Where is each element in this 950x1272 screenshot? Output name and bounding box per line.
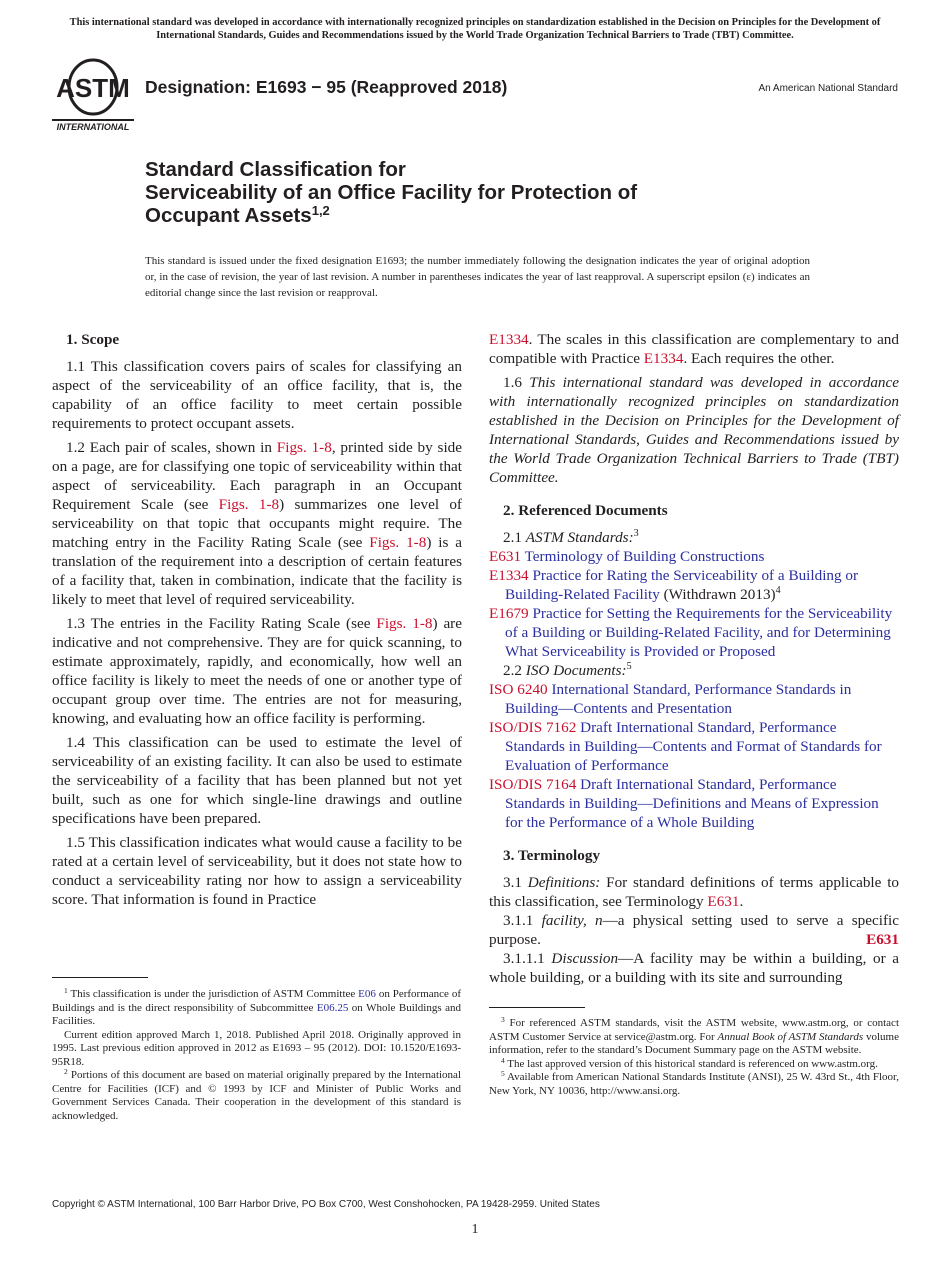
para-1-3: 1.3 The entries in the Facility Rating Scale (see Figs. 1-8) are indicative and not comprehensive. They are for quick scanning, to estimate approximately, rapidly, and economically, how well an office facility is likely to meet the needs of one or another type of occupant group over time. The entries are not for measuring, knowing, and evaluating how an office facility is performing.	[52, 615, 462, 727]
e06-link[interactable]: E06	[358, 988, 376, 1000]
figs-link[interactable]: Figs. 1-8	[218, 496, 280, 513]
designation: Designation: E1693 − 95 (Reapproved 2018)	[145, 77, 508, 97]
ref-e631[interactable]: E631 Terminology of Building Constructions	[489, 548, 765, 565]
footnotes-right	[489, 1017, 899, 1098]
para-3-1-1-1: 3.1.1.1 Discussion—A facility may be within a building, or a whole building, or a building with its site and surrounding	[489, 950, 900, 986]
figs-link[interactable]: Figs. 1-8	[276, 439, 332, 456]
e1334-link[interactable]: E1334	[643, 350, 684, 367]
para-1-2: 1.2 Each pair of scales, shown in Figs. 1-8, printed side by side on a page, are for classifying one topic of serviceability within that aspect of serviceability. Each paragraph in an Occupant Requirement Scale (see Figs. 1-8) summarizes one level of serviceability on that topic that occupants might require. The matching entry in the Facility Rating Scale (see Figs. 1-8) is a translation of the requirement into a description of certain features of a facility that, taken in combination, indicate that the facility is likely to meet that level of required serviceability.	[52, 439, 462, 608]
para-1-4: 1.4 This classification can be used to estimate the level of serviceability of an existing facility. It can also be used to estimate the serviceability of a facility that has been planned but not yet built, such as one for which single-line drawings and outline specifications have been prepared.	[52, 734, 462, 827]
ref-iso-dis-7164[interactable]: ISO/DIS 7164 Draft International Standard, Performance Standards in Building—Definitions and Means of Expression for the Performance of a Whole Building	[489, 776, 879, 831]
para-1-6: 1.6 This international standard was developed in accordance with internationally recognized principles on standardization established in the Decision on Principles for the Development of International Standards, Guides and Recommendations issued by the World Trade Organization Technical Barriers to Trade (TBT) Committee.	[489, 374, 900, 486]
top-notice: This international standard was developed in accordance with internationally recognized principles on standardization established in the Decision on Principles for the Development of International Standards, Guides and Recommendations issued by the World Trade Organization Technical Barriers to Trade (TBT) Committee.	[69, 17, 881, 41]
astm-logo-icon	[52, 57, 134, 133]
para-1-5-continued: E1334. The scales in this classification are complementary to and compatible with Practice E1334. Each requires the other.	[489, 331, 899, 367]
page-number: 1	[471, 1222, 479, 1237]
e06-25-link[interactable]: E06.25	[316, 1001, 349, 1014]
e631-link[interactable]: E631	[707, 893, 740, 910]
footnote-rule-left	[52, 977, 148, 978]
section-3-heading: 3. Terminology	[503, 847, 601, 864]
para-1-5: 1.5 This classification indicates what would cause a facility to be rated at a certain level of serviceability, but it does not state how to conduct a serviceability rating nor how to assign a serviceability score. That information is found in Practice	[52, 834, 462, 908]
para-3-1-1: 3.1.1 facility, n—a physical setting used to serve a specific purpose. E631	[489, 912, 899, 948]
para-2-2: 2.2 ISO Documents:$^5$	[503, 661, 632, 679]
title-line-1: Standard Classification for	[145, 158, 406, 181]
ref-iso-6240[interactable]: ISO 6240 International Standard, Performance Standards in Building—Contents and Presentation	[489, 681, 852, 717]
left-column	[52, 330, 462, 909]
section-2-heading: 2. Referenced Documents	[503, 502, 668, 519]
ref-e1679[interactable]: E1679 Practice for Setting the Requirements for the Serviceability of a Building or Building-Related Facility, and for Determining What Serviceability is Provided or Proposed	[489, 605, 893, 660]
figs-link[interactable]: Figs. 1-8	[369, 534, 427, 551]
ref-iso-dis-7162[interactable]: ISO/DIS 7162 Draft International Standard, Performance Standards in Building—Contents and Format of Standards for Evaluation of Performance	[489, 719, 882, 774]
logo-text: INTERNATIONAL	[56, 122, 130, 132]
document-title	[145, 158, 637, 227]
title-line-2: Serviceability of an Office Facility for Protection of	[145, 181, 638, 204]
footnote-1-edition: Current edition approved March 1, 2018. Published April 2018. Originally approved in 1995. Last previous edition approved in 2012 as E1693 – 95 (2012). DOI: 10.1520/E1693-95R18.	[52, 1028, 461, 1068]
right-column	[489, 330, 899, 987]
title-line-3: Occupant Assets$^{1,2}$	[145, 203, 330, 227]
svg-text:ASTM: ASTM	[56, 73, 130, 103]
footnote-rule-right	[489, 1007, 585, 1008]
section-1-heading: 1. Scope	[66, 331, 120, 348]
footnote-5: $^5$ Available from American National Standards Institute (ANSI), 25 W. 43rd St., 4th Floor, New York, NY 10036, http://www.ansi.org.	[489, 1069, 899, 1097]
issue-note: This standard is issued under the fixed designation E1693; the number immediately following the designation indicates the year of original adoption or, in the case of revision, the year of last revision. A number in parentheses indicates the year of last reapproval. A superscript epsilon (ε) indicates an editorial change since the last revision or reapproval.	[145, 255, 810, 299]
american-national-standard-label: An American National Standard	[758, 83, 898, 94]
footnote-3: $^3$ For referenced ASTM standards, visit the ASTM website, www.astm.org, or contact ASTM Customer Service at service@astm.org. For Annual Book of ASTM Standards volume information, refer to the standard’s Document Summary page on the ASTM website.	[489, 1015, 899, 1056]
para-3-1: 3.1 Definitions: For standard definitions of terms applicable to this classification, see Terminology E631.	[489, 874, 900, 910]
e631-link[interactable]: E631	[866, 931, 899, 948]
e1334-link[interactable]: E1334	[489, 331, 529, 348]
para-2-1: 2.1 ASTM Standards:$^3$	[503, 528, 639, 546]
ref-e1334[interactable]: E1334 Practice for Rating the Serviceability of a Building or Building-Related Facility (Withdrawn 2013)$^4$	[489, 567, 859, 603]
title-footnote-marker: 1,2	[311, 203, 330, 218]
para-1-1: 1.1 This classification covers pairs of scales for classifying an aspect of the serviceability of an office facility, that is, the capability of an office facility to meet certain possible requirements to protect occupant assets.	[52, 358, 462, 432]
footnote-2: $^2$ Portions of this document are based on material originally prepared by the International Centre for Facilities (ICF) and © 1993 by ICF and Minister of Public Works and Government Services Canada. Their cooperation in the development of this standard is acknowledged.	[52, 1067, 461, 1122]
figs-link[interactable]: Figs. 1-8	[376, 615, 433, 632]
footnotes-left	[52, 988, 461, 1123]
footnote-4: $^4$ The last approved version of this historical standard is referenced on www.astm.org.	[501, 1055, 878, 1070]
astm-logo	[52, 57, 134, 133]
copyright-notice: Copyright © ASTM International, 100 Barr Harbor Drive, PO Box C700, West Conshohocken, PA 19428-2959. United States	[52, 1199, 600, 1210]
footnote-1: $^1$ This classification is under the jurisdiction of ASTM Committee E06 on Performance of Buildings and is the direct responsibility of Subcommittee E06.25 on Whole Buildings and Facilities.	[52, 986, 461, 1027]
